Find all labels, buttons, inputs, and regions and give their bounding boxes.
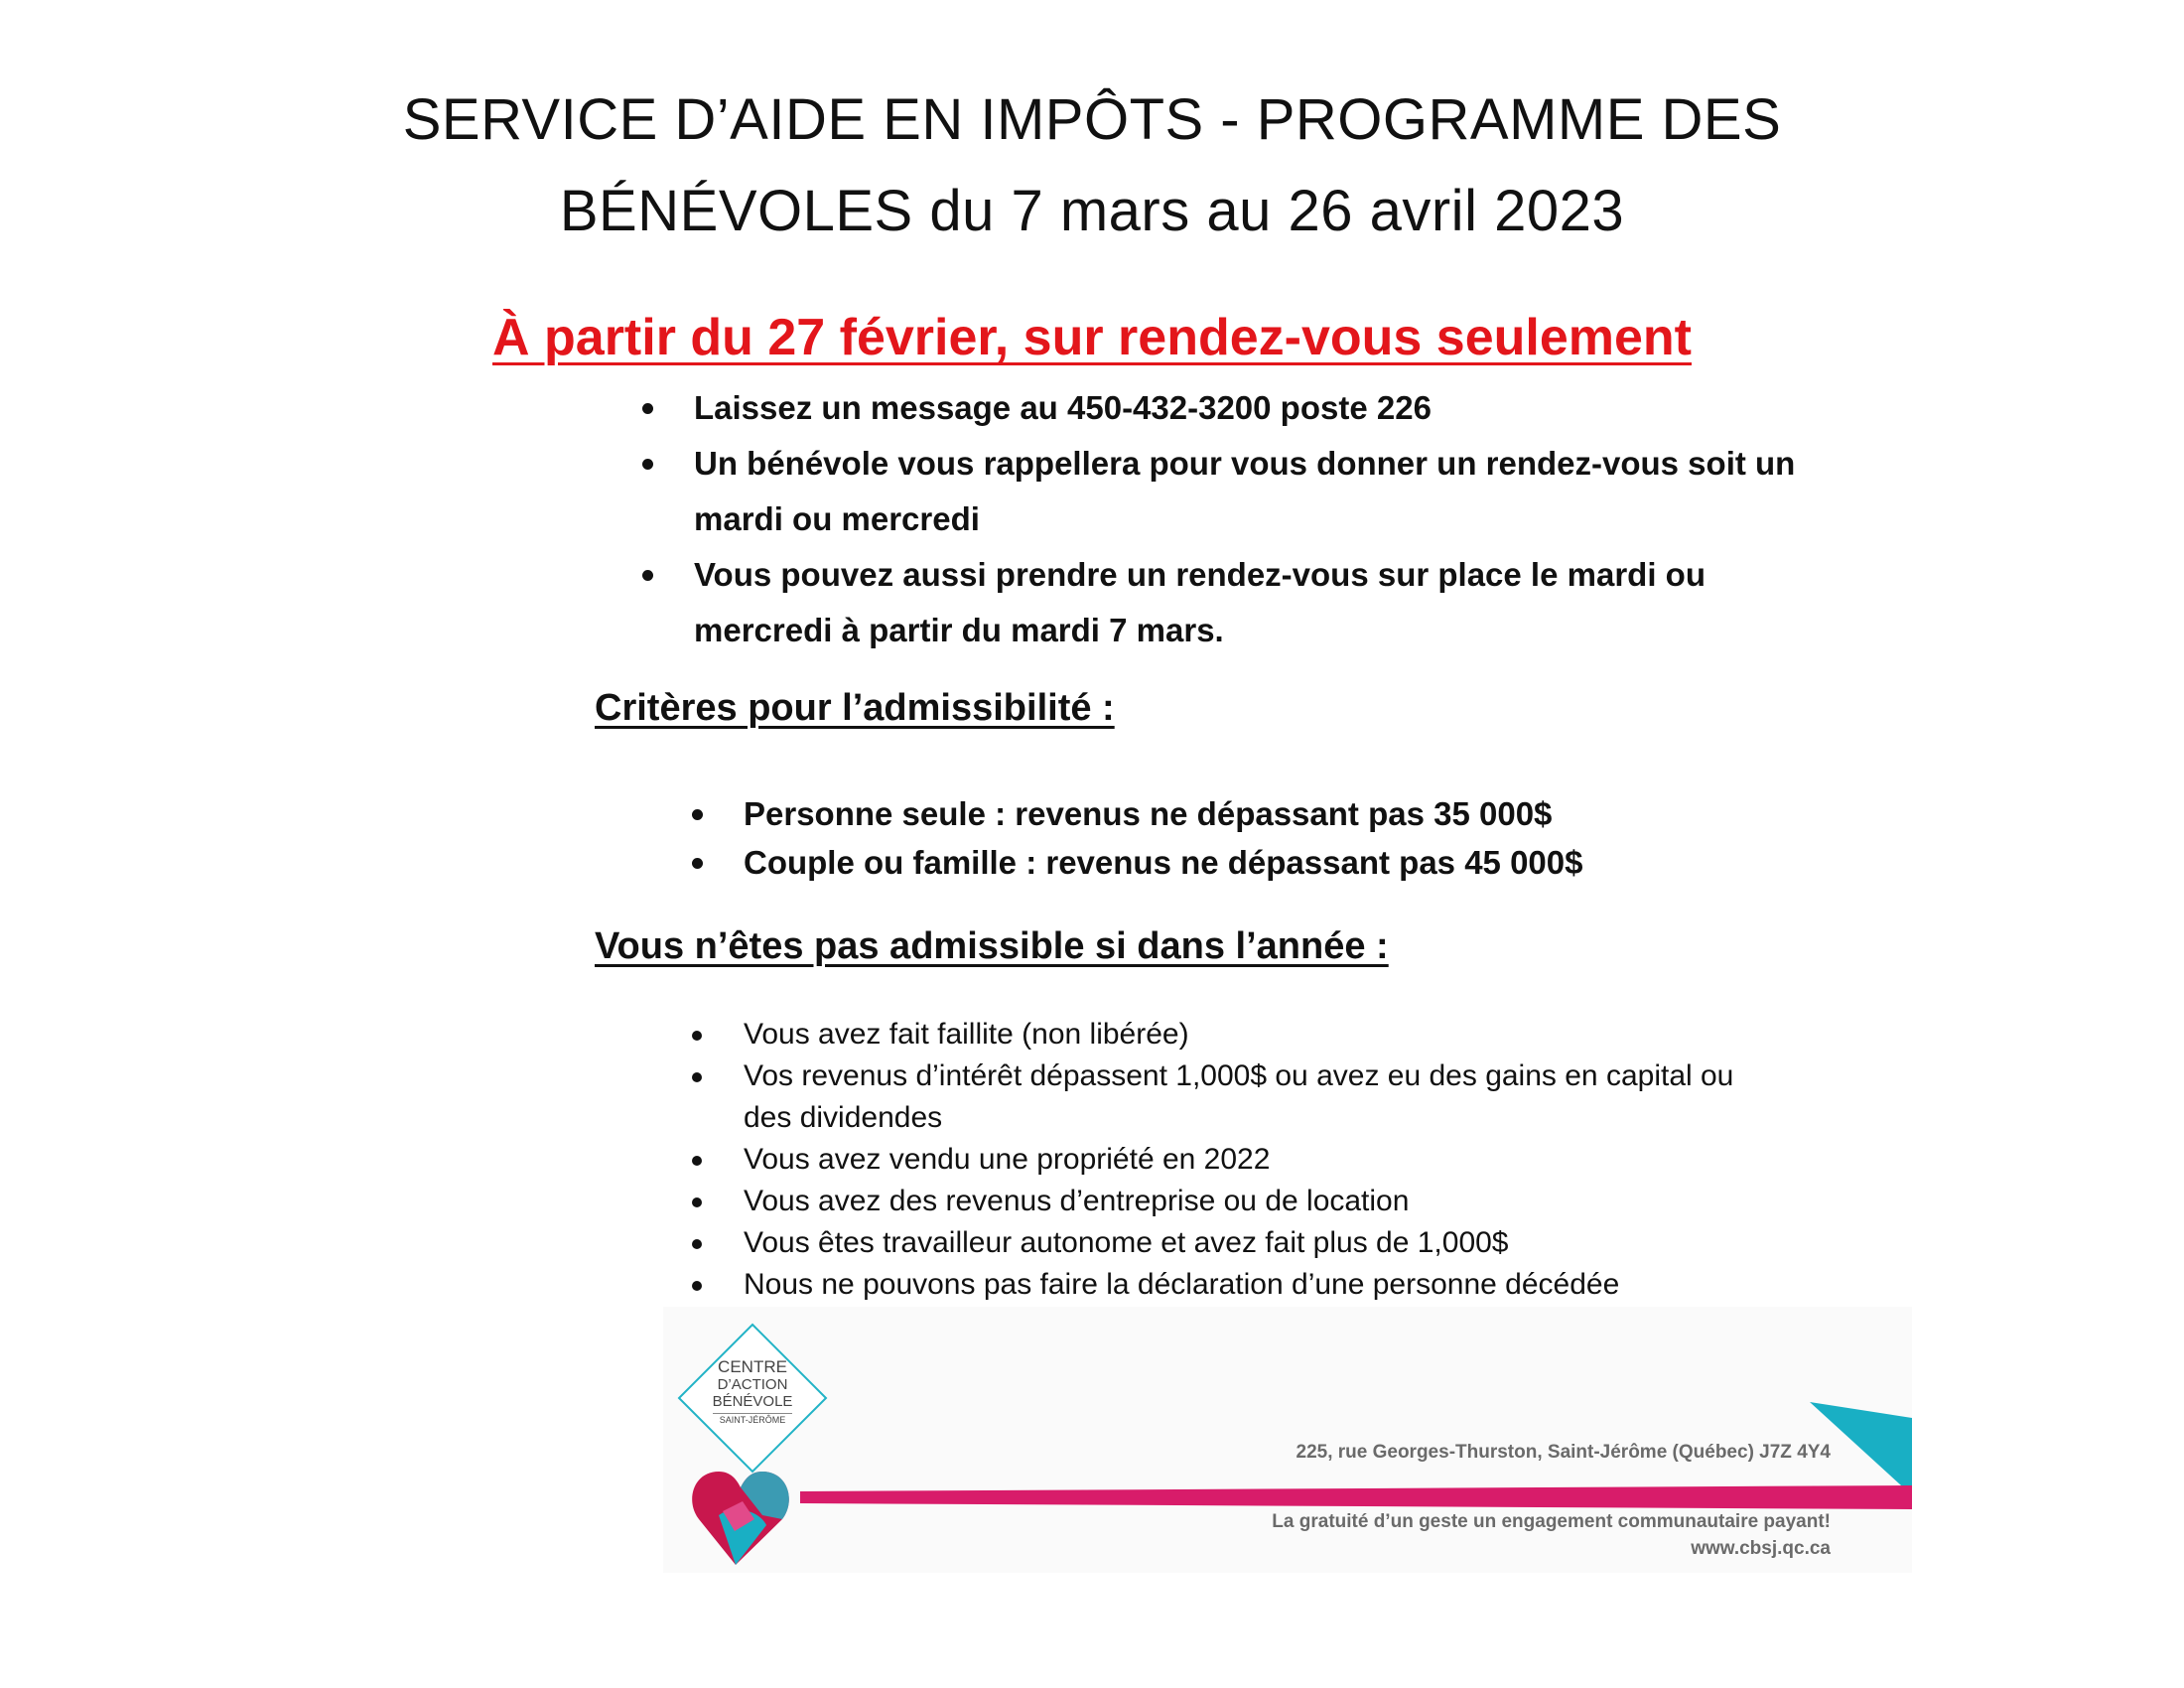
appointment-list [642,380,1814,658]
list-item: Laissez un message au 450-432-3200 poste 226 [642,380,1814,436]
list-item: Vous avez vendu une propriété en 2022 [692,1139,1784,1181]
heart-icon [692,1472,789,1565]
bullet-icon [692,858,703,869]
bullet-icon [692,809,703,820]
bullet-icon [692,1239,702,1249]
footer-website: www.cbsj.qc.ca [1691,1538,1831,1559]
criteria-heading: Critères pour l’admissibilité : [595,687,1115,729]
bullet-icon [692,1156,702,1166]
criteria-list [692,789,1784,887]
bullet-icon [692,1072,702,1082]
bullet-icon [692,1281,702,1291]
crimson-band [800,1485,1912,1509]
list-item: Couple ou famille : revenus ne dépassant pas 45 000$ [692,838,1784,887]
logo-line-benevole: BÉNÉVOLE [712,1393,793,1410]
bullet-icon [642,459,653,470]
logo-line-saint-jerome: SAINT-JÉRÔME [713,1413,792,1427]
subtitle-appointment: À partir du 27 février, sur rendez-vous seulement [492,309,1692,366]
bullet-icon [642,570,653,581]
list-item: Vous êtes travailleur autonome et avez fait plus de 1,000$ [692,1222,1784,1264]
bullet-icon [642,403,653,414]
title-line-1: SERVICE D’AIDE EN IMPÔTS - PROGRAMME DES [402,87,1782,152]
footer-banner [663,1307,1912,1573]
list-item: Personne seule : revenus ne dépassant pas 35 000$ [692,789,1784,838]
list-item: Un bénévole vous rappellera pour vous donner un rendez-vous soit un mardi ou mercredi [642,436,1814,547]
not-eligible-heading: Vous n’êtes pas admissible si dans l’année : [595,925,1389,967]
list-item: Vous pouvez aussi prendre un rendez-vous sur place le mardi ou mercredi à partir du mardi 7 mars. [642,547,1814,658]
list-item: Vos revenus d’intérêt dépassent 1,000$ ou avez eu des gains en capital ou des dividendes [692,1055,1784,1139]
list-item: Vous avez fait faillite (non libérée) [692,1014,1784,1055]
list-item: Nous ne pouvons pas faire la déclaration d’une personne décédée [692,1264,1784,1306]
footer-slogan: La gratuité d’un geste un engagement communautaire payant! [1272,1511,1831,1532]
logo-line-daction: D’ACTION [717,1376,788,1393]
bullet-icon [692,1031,702,1041]
footer-address: 225, rue Georges-Thurston, Saint-Jérôme (Québec) J7Z 4Y4 [1296,1442,1831,1463]
bullet-icon [692,1197,702,1207]
logo-text [707,1358,798,1427]
title-line-2: BÉNÉVOLES du 7 mars au 26 avril 2023 [559,179,1625,243]
list-item: Vous avez des revenus d’entreprise ou de location [692,1181,1784,1222]
not-eligible-list [692,1014,1784,1306]
logo-line-centre: CENTRE [718,1357,787,1376]
